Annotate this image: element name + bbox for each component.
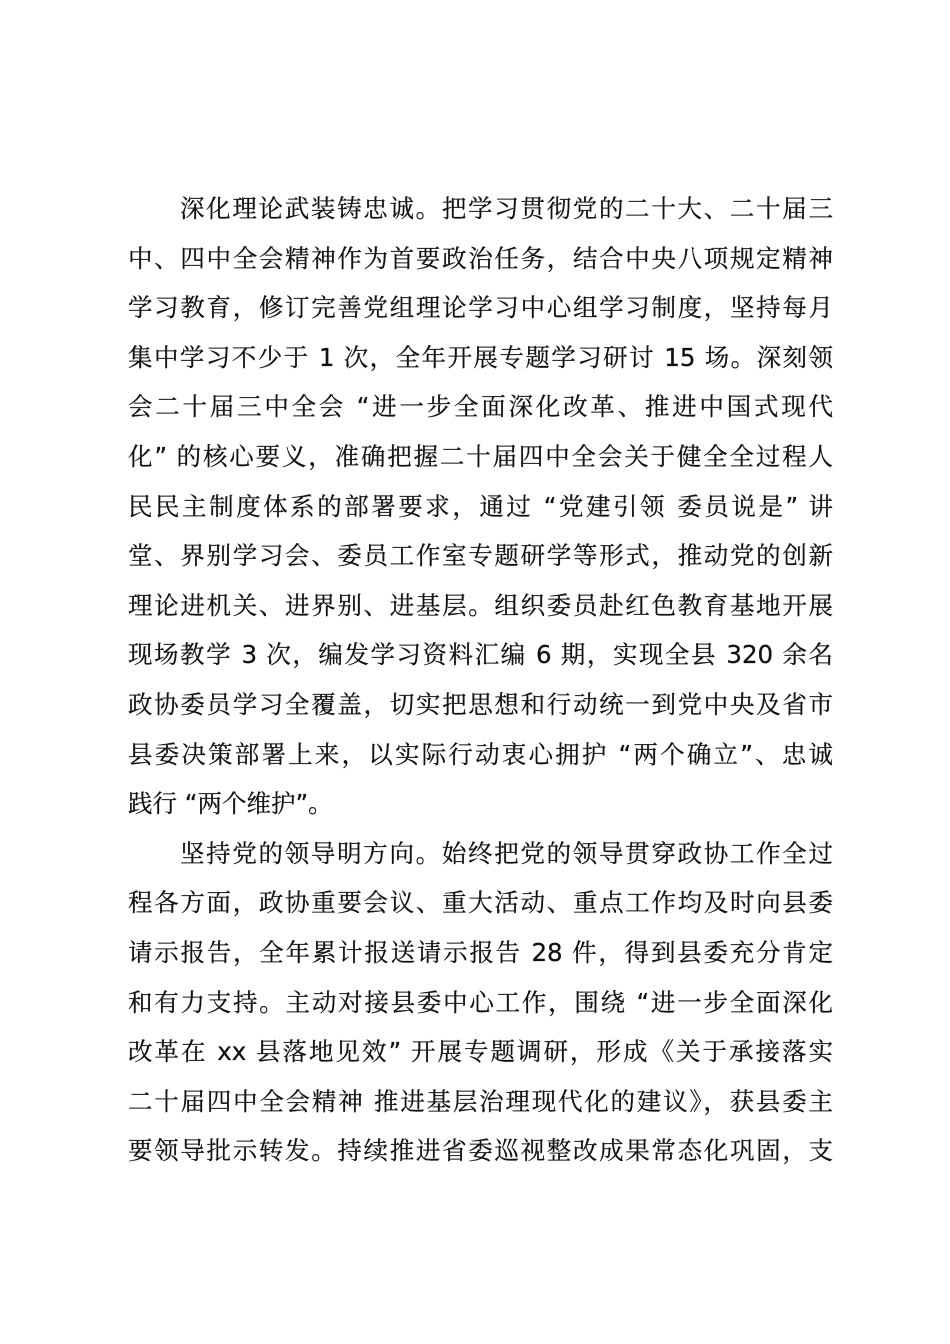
paragraph-line: 民民主制度体系的部署要求，通过 “党建引领 委员说是” 讲: [128, 491, 833, 521]
paragraph-party-leadership: [128, 829, 833, 1176]
paragraph-line: 程各方面，政协重要会议、重大活动、重点工作均及时向县委: [128, 888, 833, 918]
paragraph-line: 理论进机关、进界别、进基层。组织委员赴红色教育基地开展: [128, 590, 833, 620]
paragraph-line: 集中学习不少于 1 次，全年开展专题学习研讨 15 场。深刻领: [128, 342, 833, 372]
paragraph-line: 和有力支持。主动对接县委中心工作，围绕 “进一步全面深化: [128, 987, 833, 1017]
paragraph-line: 二十届四中全会精神 推进基层治理现代化的建议》，获县委主: [128, 1086, 833, 1116]
paragraph-line: 深化理论武装铸忠诚。把学习贯彻党的二十大、二十届三: [180, 194, 833, 223]
paragraph-line: 改革在 xx 县落地见效” 开展专题调研，形成《关于承接落实: [128, 1037, 833, 1067]
paragraph-theory-arming: [128, 184, 833, 829]
paragraph-line: 要领导批示转发。持续推进省委巡视整改成果常态化巩固，支: [128, 1136, 833, 1166]
paragraph-line: 坚持党的领导明方向。始终把党的领导贯穿政协工作全过: [180, 838, 833, 868]
paragraph-line: 堂、界别学习会、委员工作室专题研学等形式，推动党的创新: [128, 541, 833, 571]
paragraph-line: 中、四中全会精神作为首要政治任务，结合中央八项规定精神: [128, 243, 833, 273]
paragraph-line: 学习教育，修订完善党组理论学习中心组学习制度，坚持每月: [128, 293, 833, 323]
document-body: [128, 184, 833, 1176]
paragraph-line: 请示报告，全年累计报送请示报告 28 件，得到县委充分肯定: [128, 937, 833, 967]
paragraph-line: 县委决策部署上来，以实际行动衷心拥护 “两个确立”、忠诚: [128, 739, 833, 769]
paragraph-line: 现场教学 3 次，编发学习资料汇编 6 期，实现全县 320 余名: [128, 640, 833, 670]
paragraph-line: 化” 的核心要义，准确把握二十届四中全会关于健全全过程人: [128, 441, 833, 471]
paragraph-line: 政协委员学习全覆盖，切实把思想和行动统一到党中央及省市: [128, 689, 833, 719]
paragraph-line: 会二十届三中全会 “进一步全面深化改革、推进中国式现代: [128, 392, 833, 422]
paragraph-line: 践行 “两个维护”。: [128, 789, 333, 819]
